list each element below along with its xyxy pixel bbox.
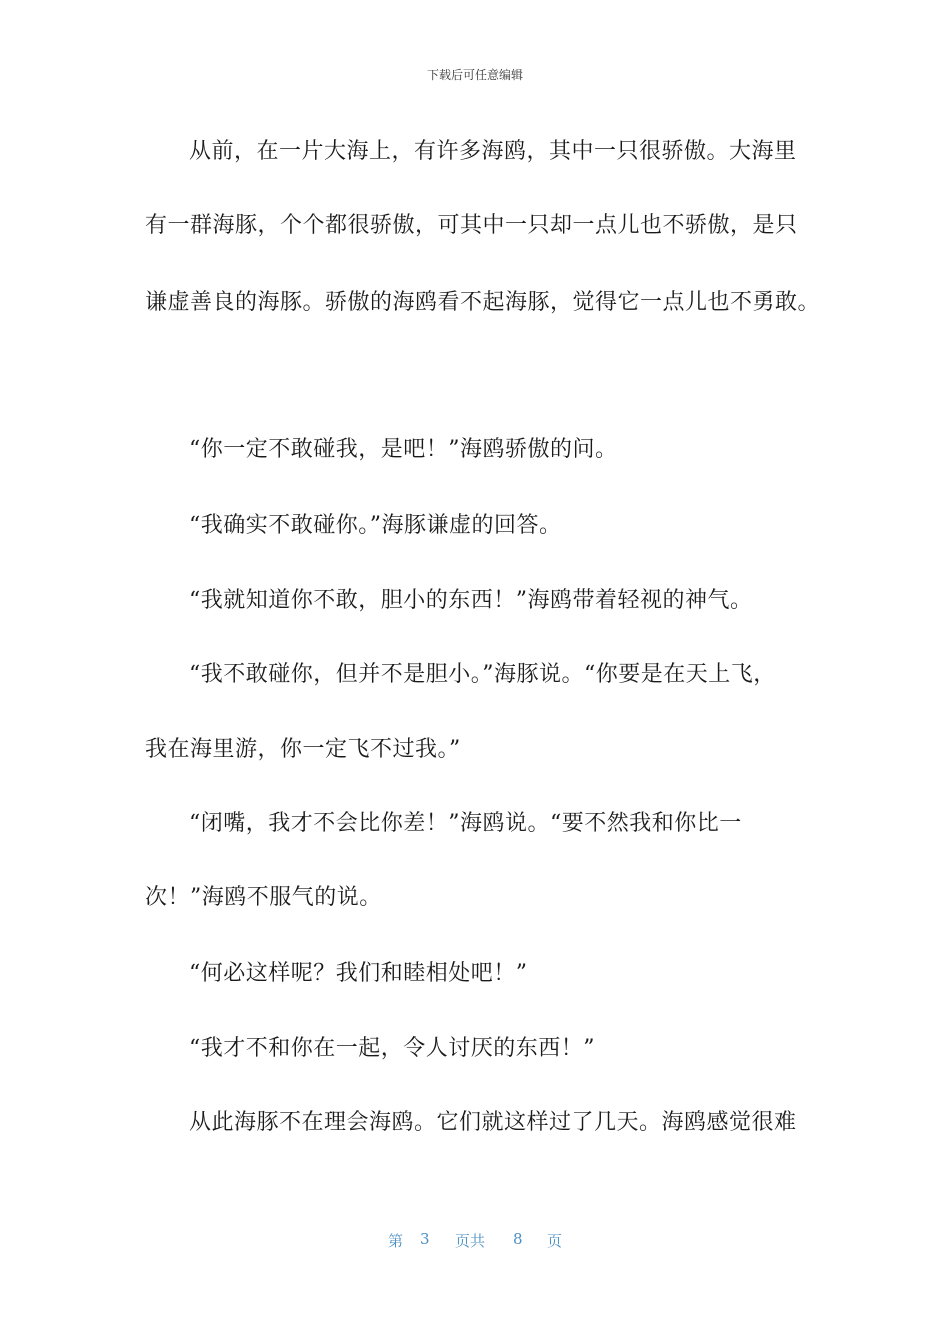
paragraph-line: “我才不和你在一起，令人讨厌的东西！” [189,1036,595,1061]
paragraph-line: “我不敢碰你，但并不是胆小。”海豚说。“你要是在天上飞， [189,662,776,687]
paragraph-line: “我就知道你不敢，胆小的东西！”海鸥带着轻视的神气。 [189,588,753,613]
paragraph-line: “你一定不敢碰我，是吧！”海鸥骄傲的问。 [189,437,618,462]
footer-label-ye: 页 [547,1232,563,1250]
page-header: 下载后可任意编辑 [426,68,523,82]
paragraph-line: 从此海豚不在理会海鸥。它们就这样过了几天。海鸥感觉很难 [189,1110,797,1135]
paragraph-line: “何必这样呢？我们和睦相处吧！” [189,961,528,986]
paragraph-line: 谦虚善良的海豚。骄傲的海鸥看不起海豚，觉得它一点儿也不勇敢。 [145,290,821,315]
footer-label-ye-gong: 页共 [455,1232,486,1250]
paragraph-line: 次！”海鸥不服气的说。 [145,885,382,910]
footer-current-page: 3 [420,1230,430,1248]
paragraph-line: 我在海里游，你一定飞不过我。” [145,737,461,762]
footer-total-pages: 8 [513,1230,523,1248]
footer-label-di: 第 [388,1232,404,1250]
paragraph-line: “闭嘴，我才不会比你差！”海鸥说。“要不然我和你比一 [189,811,742,836]
paragraph-line: “我确实不敢碰你。”海豚谦虚的回答。 [189,513,562,538]
paragraph-line: 有一群海豚，个个都很骄傲，可其中一只却一点儿也不骄傲，是只 [145,213,798,238]
paragraph-line: 从前，在一片大海上，有许多海鸥，其中一只很骄傲。大海里 [189,139,797,164]
